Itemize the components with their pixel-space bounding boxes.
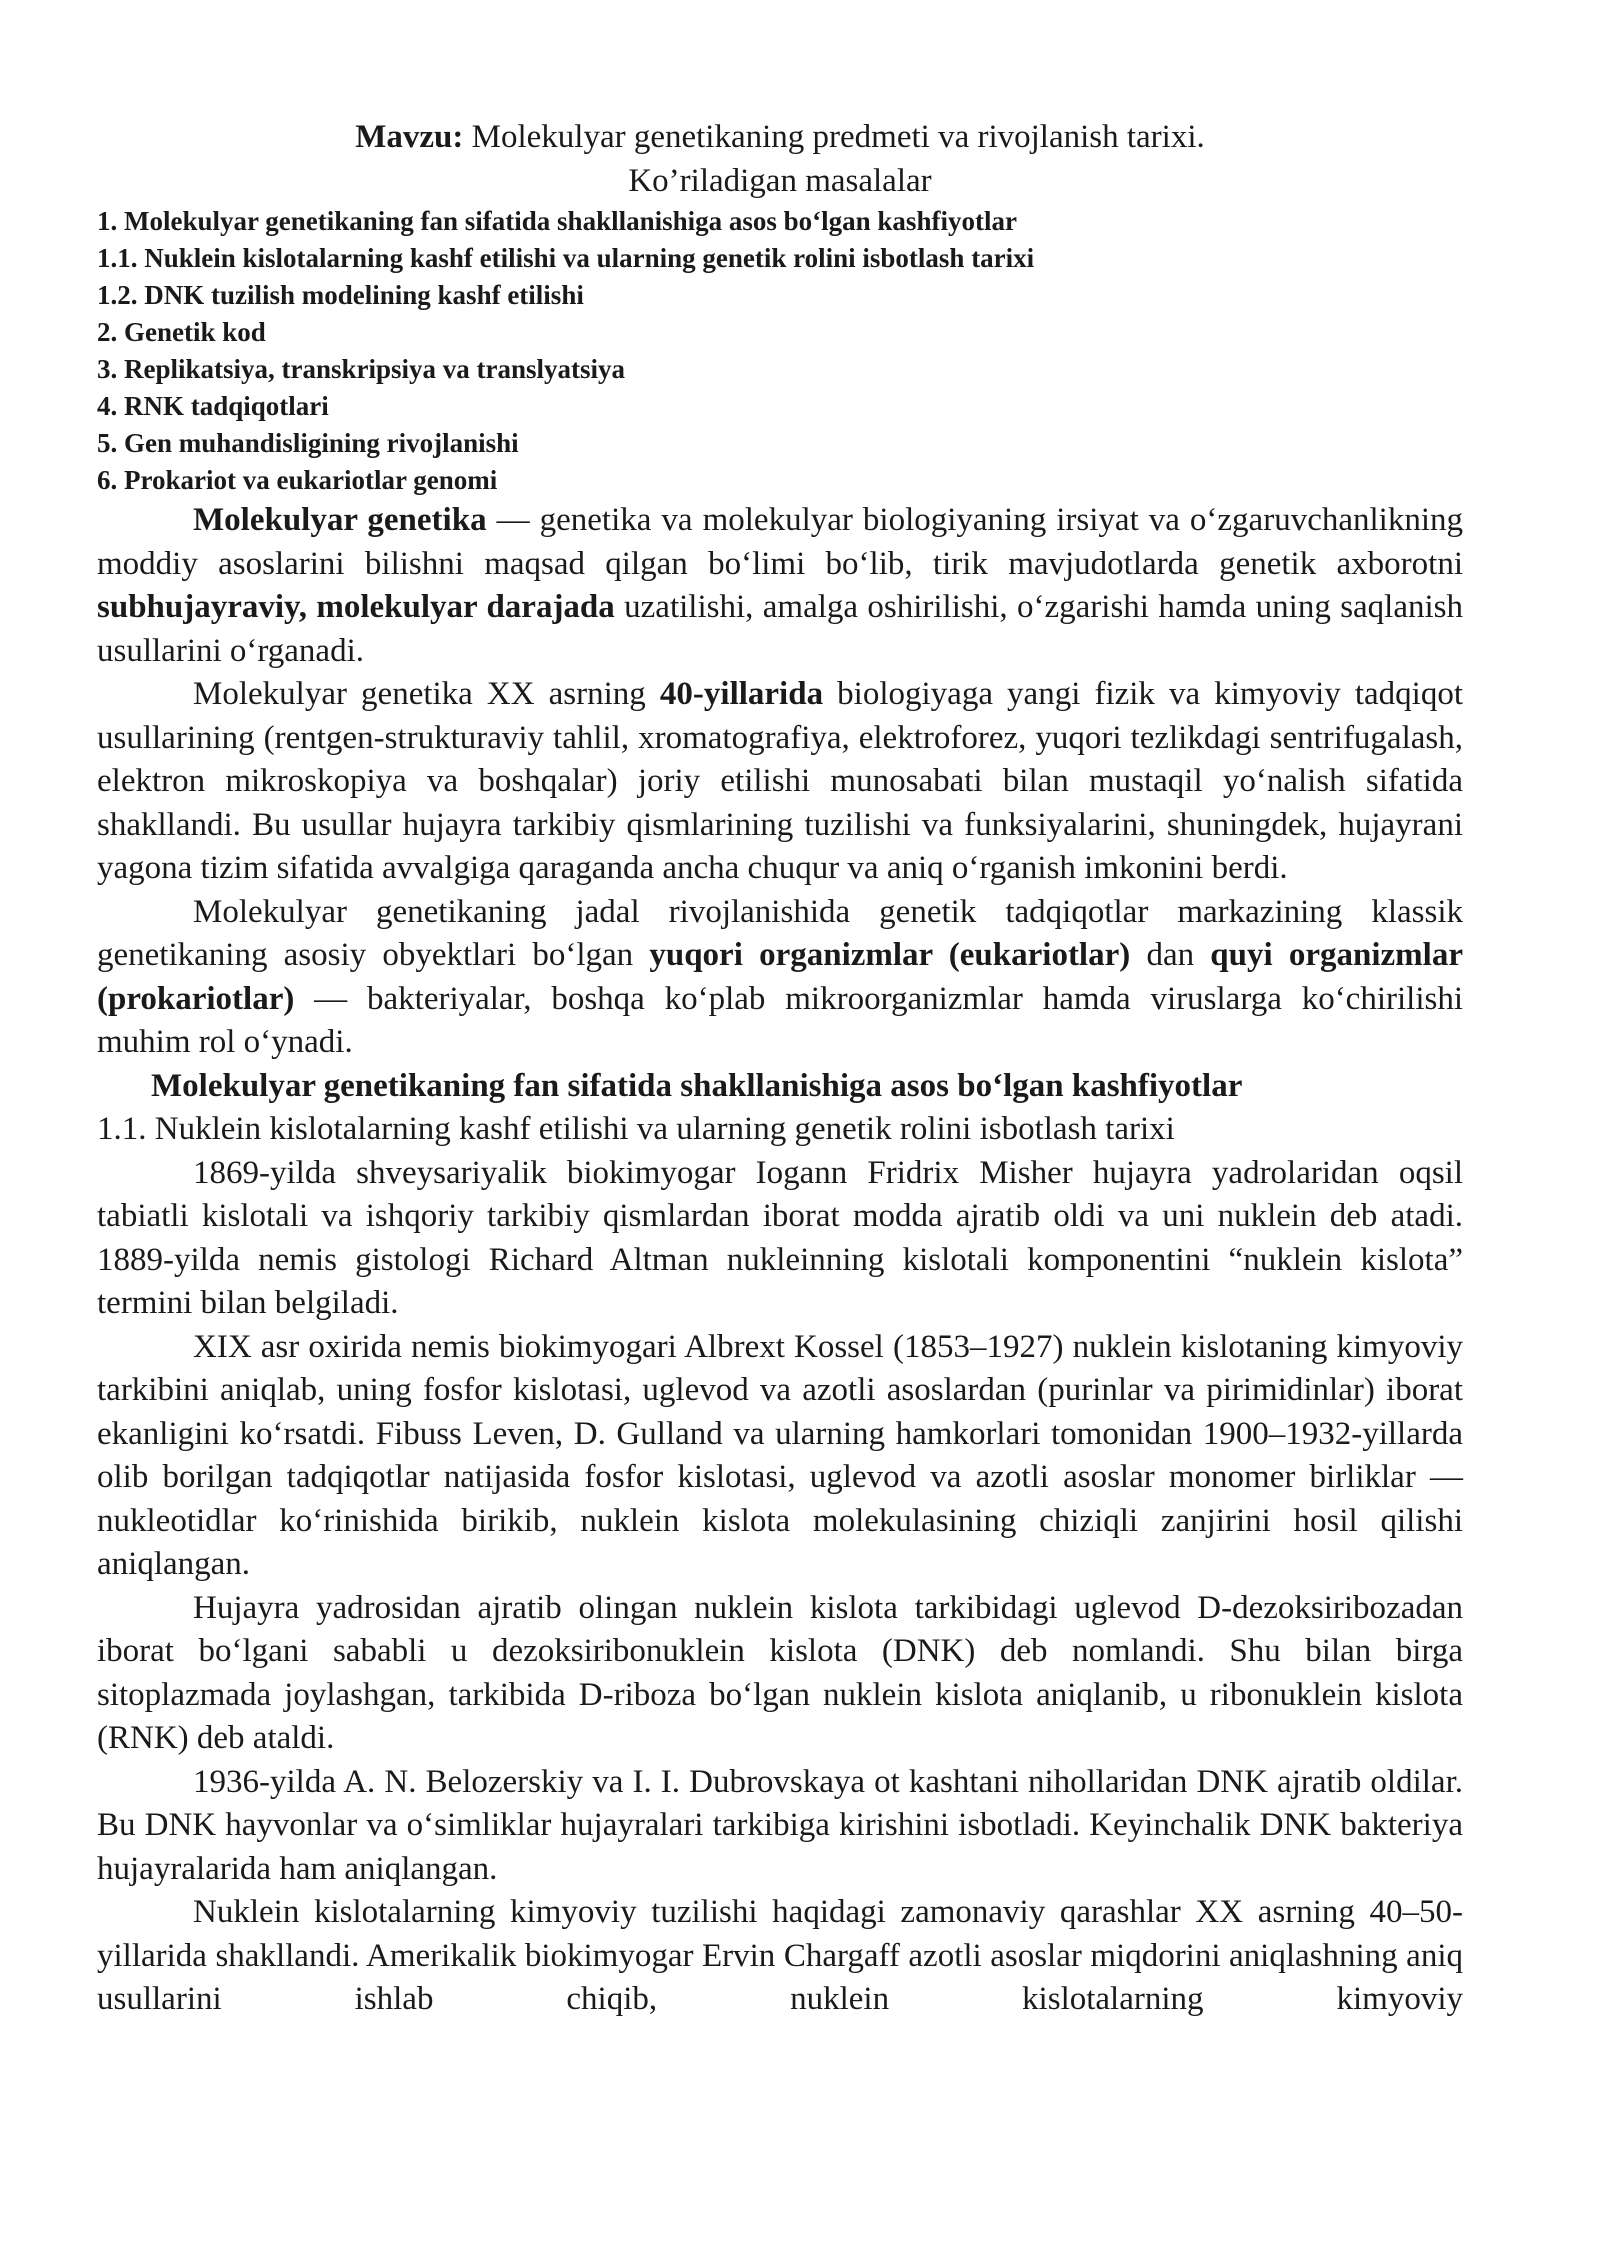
intro-paragraph-3: [97, 891, 1463, 1065]
intro-paragraph-1: [97, 499, 1463, 673]
body-paragraph: 1869-yilda shveysariyalik biokimyogar Iogann Fridrix Misher hujayra yadrolaridan oqsil tabiatli kislotali va ishqoriy tarkibiy qismlardan iborat modda ajratib oldi va uni nuklein deb atadi. 1889-yilda nemis gistologi Richard Altman nukleinning kislotali komponentini “nuklein kislota” termini bilan belgiladi.: [97, 1154, 1463, 1321]
text: — bakteriyalar, boshqa ko‘plab mikroorganizmlar hamda viruslarga ko‘chirilishi muhim rol o‘ynadi.: [97, 980, 1463, 1060]
section-heading: Molekulyar genetikaning fan sifatida shakllanishiga asos bo‘lgan kashfiyotlar: [151, 1067, 1243, 1104]
outline-item: 4. RNK tadqiqotlari: [97, 391, 329, 421]
text: biologiyaga yangi fizik va kimyoviy tadqiqot usullarining (rentgen-strukturaviy tahlil, xromatografiya, elektroforez, yuqori tezlikdagi sentrifugalash, elektron mikroskopiya va boshqalar) joriy etilishi munosabati bilan mustaqil yo‘nalish sifatida shakllandi. Bu usullar hujayra tarkibiy qismlarining tuzilishi va funksiyalarini, shuningdek, hujayrani yagona tizim sifatida avvalgiga qaraganda ancha chuqur va aniq o‘rganish imkonini berdi.: [97, 676, 1463, 886]
term-molekulyar-genetika: Molekulyar genetika: [193, 502, 487, 538]
text: dan: [1130, 937, 1211, 973]
text: uzatilishi, amalga oshirilishi, o‘zgarishi hamda uning saqlanish usullarini o‘rganadi.: [97, 589, 1464, 669]
bold-text: 40-yillarida: [659, 676, 824, 712]
topic-text: Molekulyar genetikaning predmeti va rivojlanish tarixi.: [463, 119, 1205, 155]
outline-item: 5. Gen muhandisligining rivojlanishi: [97, 428, 519, 458]
outline-item: 1.2. DNK tuzilish modelining kashf etilishi: [97, 280, 584, 310]
outline-item: 6. Prokariot va eukariotlar genomi: [97, 465, 498, 495]
outline-list: [97, 203, 1463, 499]
outline-item: 3. Replikatsiya, transkripsiya va translyatsiya: [97, 354, 626, 384]
text: — genetika va molekulyar biologiyaning irsiyat va o‘zgaruvchanlikning moddiy asoslarini bilishni maqsad qilgan bo‘limi bo‘lib, tirik mavjudotlarda genetik axborotni: [97, 502, 1463, 582]
subsection-heading: 1.1. Nuklein kislotalarning kashf etilishi va ularning genetik rolini isbotlash tarixi: [97, 1111, 1175, 1147]
text: Molekulyar genetikaning jadal rivojlanishida genetik tadqiqotlar markazining klassik genetikaning asosiy obyektlari bo‘lgan: [97, 893, 1463, 973]
body-paragraph-continued: Nuklein kislotalarning kimyoviy tuzilishi haqidagi zamonaviy qarashlar XX asrning 40–50-yillarida shakllandi. Amerikalik biokimyogar Ervin Chargaff azotli asoslar miqdorini aniqlashning aniq usullarini ishlab chiqib, nuklein kislotalarning kimyoviy: [97, 1894, 1463, 2017]
outline-item: 2. Genetik kod: [97, 317, 266, 347]
body-paragraph: 1936-yilda A. N. Belozerskiy va I. I. Dubrovskaya ot kashtani nihollaridan DNK ajratib oldilar. Bu DNK hayvonlar va o‘simliklar hujayralari tarkibiga kirishini isbotladi. Keyinchalik DNK bakteriya hujayralarida ham aniqlangan.: [97, 1763, 1463, 1887]
bold-text: quyi organizmlar (prokariotlar): [97, 937, 1463, 1017]
text: Molekulyar genetika XX asrning: [193, 676, 660, 712]
subtitle: Ko’riladigan masalalar: [628, 163, 932, 199]
topic-title: [97, 115, 1463, 159]
outline-item: 1.1. Nuklein kislotalarning kashf etilishi va ularning genetik rolini isbotlash tarixi: [97, 243, 1035, 273]
intro-paragraph-2: [97, 673, 1463, 891]
outline-item: 1. Molekulyar genetikaning fan sifatida shakllanishiga asos bo‘lgan kashfiyotlar: [97, 206, 1017, 236]
bold-text: yuqori organizmlar (eukariotlar): [649, 937, 1131, 973]
body-paragraph: Hujayra yadrosidan ajratib olingan nuklein kislota tarkibidagi uglevod D-dezoksiribozadan iborat bo‘lgani sababli u dezoksiribonuklein kislota (DNK) deb nomlandi. Shu bilan birga sitoplazmada joylashgan, tarkibida D-riboza bo‘lgan nuklein kislota aniqlanib, u ribonuklein kislota (RNK) deb ataldi.: [97, 1589, 1463, 1756]
body-paragraph: XIX asr oxirida nemis biokimyogari Albrext Kossel (1853–1927) nuklein kislotaning kimyoviy tarkibini aniqlab, uning fosfor kislotasi, uglevod va azotli asoslardan (purinlar va pirimidinlar) iborat ekanligini ko‘rsatdi. Fibuss Leven, D. Gulland va ularning hamkorlari tomonidan 1900–1932-yillarda olib borilgan tadqiqotlar natijasida fosfor kislotasi, uglevod va azotli asoslar monomer birliklar — nukleotidlar ko‘rinishida birikib, nuklein kislota molekulasining chiziqli zanjirini hosil qilishi aniqlangan.: [97, 1328, 1463, 1582]
topic-label: Mavzu:: [355, 119, 464, 155]
bold-text: subhujayraviy, molekulyar darajada: [97, 589, 615, 625]
